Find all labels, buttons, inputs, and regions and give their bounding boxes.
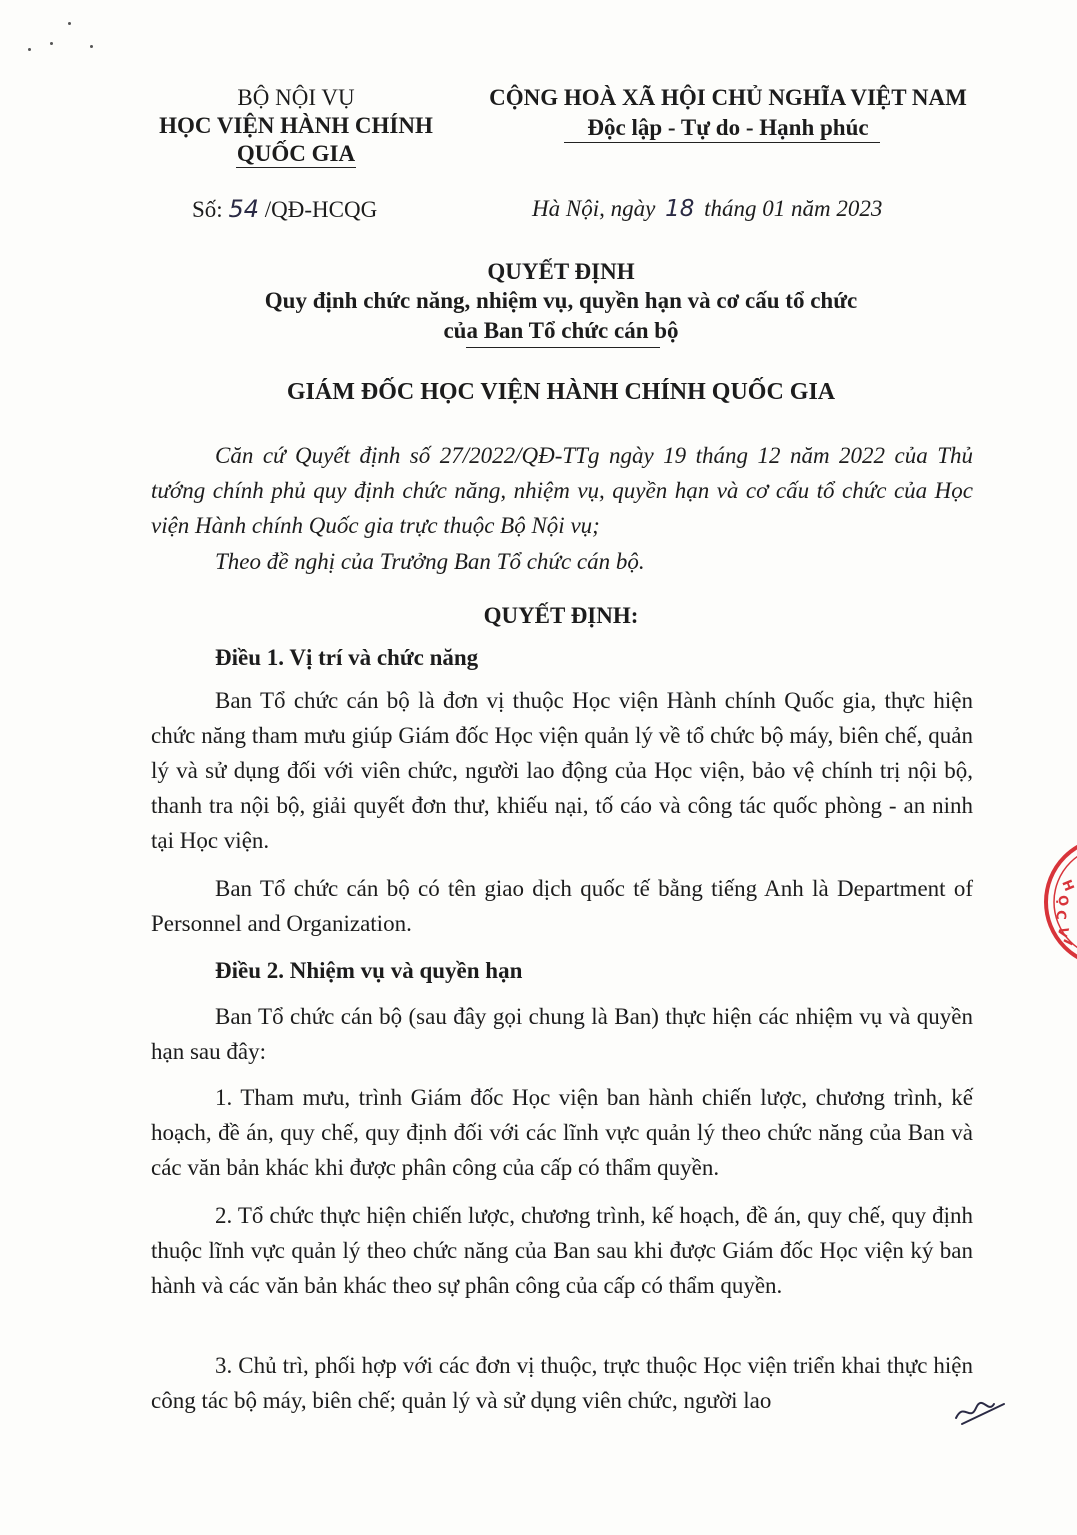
institution-name-line2: QUỐC GIA xyxy=(236,141,356,166)
svg-text:I: I xyxy=(1059,936,1075,948)
document-number xyxy=(192,195,377,224)
subject-underline xyxy=(466,347,660,348)
number-prefix: Số: xyxy=(192,197,223,222)
date-prefix: Hà Nội, ngày xyxy=(532,196,656,221)
institution-name-line1: HỌC VIỆN HÀNH CHÍNH xyxy=(159,113,433,138)
country-name: CỘNG HOÀ XÃ HỘI CHỦ NGHĨA VIỆT NAM xyxy=(489,85,967,110)
article2-intro: Ban Tổ chức cán bộ (sau đây gọi chung là Ban) thực hiện các nhiệm vụ và quyền hạn sau đây: xyxy=(151,1004,973,1064)
decision-heading: QUYẾT ĐỊNH: xyxy=(483,603,639,628)
article2-title: Điều 2. Nhiệm vụ và quyền hạn xyxy=(215,958,523,983)
decision-title: QUYẾT ĐỊNH xyxy=(487,259,635,284)
preamble-basis: Căn cứ Quyết định số 27/2022/QĐ-TTg ngày 19 tháng 12 năm 2022 của Thủ tướng chính phủ quy định chức năng, nhiệm vụ, quyền hạn và cơ cấu tổ chức của Học viện Hành chính Quốc gia trực thuộc Bộ Nội vụ; xyxy=(151,443,973,538)
article2-item1: 1. Tham mưu, trình Giám đốc Học viện ban hành chiến lược, chương trình, kế hoạch, đề án, quy chế, quy định đối với các lĩnh vực quản lý theo chức năng của Ban và các văn bản khác khi được phân công của cấp có thẩm quyền. xyxy=(151,1085,973,1180)
number-handwritten: 54 xyxy=(228,195,259,223)
article1-paragraph2: Ban Tổ chức cán bộ có tên giao dịch quốc tế bằng tiếng Anh là Department of Personnel and Organization. xyxy=(151,876,973,936)
article2-item3: 3. Chủ trì, phối hợp với các đơn vị thuộc, trực thuộc Học viện triển khai thực hiện công tác bộ máy, biên chế; quản lý và sử dụng viên chức, người lao xyxy=(151,1353,973,1413)
issuing-authority: GIÁM ĐỐC HỌC VIỆN HÀNH CHÍNH QUỐC GIA xyxy=(286,379,836,405)
article1-paragraph1: Ban Tổ chức cán bộ là đơn vị thuộc Học viện Hành chính Quốc gia, thực hiện chức năng tham mưu giúp Giám đốc Học viện quản lý về tổ chức bộ máy, biên chế, quản lý và sử dụng đối với viên chức, người lao động của Học viện, bảo vệ chính trị nội bộ, thanh tra nội bộ, giải quyết đơn thư, khiếu nại, tố cáo và công tác quốc phòng - an ninh tại Học viện. xyxy=(151,688,973,853)
svg-text:V: V xyxy=(1053,925,1071,939)
document-date xyxy=(532,195,882,223)
seal-stamp-icon xyxy=(1040,832,1077,972)
scan-speck xyxy=(90,45,93,48)
national-motto: Độc lập - Tự do - Hạnh phúc xyxy=(587,115,869,140)
article2-item2: 2. Tổ chức thực hiện chiến lược, chương trình, kế hoạch, đề án, quy chế, quy định thuộc lĩnh vực quản lý theo chức năng của Ban sau khi được Giám đốc Học viện ký ban hành và các văn bản khác theo sự phân công của cấp có thẩm quyền. xyxy=(151,1203,973,1298)
institution-underline xyxy=(236,167,356,168)
ministry-name: BỘ NỘI VỤ xyxy=(237,85,355,110)
initials-signature xyxy=(950,1392,1010,1432)
article1-title: Điều 1. Vị trí và chức năng xyxy=(215,645,479,670)
svg-text:Ọ: Ọ xyxy=(1054,894,1071,908)
preamble-proposal: Theo đề nghị của Trưởng Ban Tổ chức cán bộ. xyxy=(215,549,645,574)
scan-speck xyxy=(50,42,53,45)
date-suffix: tháng 01 năm 2023 xyxy=(704,196,883,221)
number-suffix: /QĐ-HCQG xyxy=(264,197,378,222)
decision-subject-line1: Quy định chức năng, nhiệm vụ, quyền hạn và cơ cấu tổ chức xyxy=(264,288,858,313)
svg-text:H: H xyxy=(1058,877,1077,894)
svg-text:C: C xyxy=(1052,909,1068,920)
official-seal xyxy=(1040,832,1077,972)
date-day-handwritten: 18 xyxy=(665,196,695,222)
decision-subject-line2: của Ban Tổ chức cán bộ xyxy=(443,318,679,343)
motto-underline xyxy=(564,142,880,143)
scan-speck xyxy=(68,22,71,25)
scan-speck xyxy=(28,48,31,51)
